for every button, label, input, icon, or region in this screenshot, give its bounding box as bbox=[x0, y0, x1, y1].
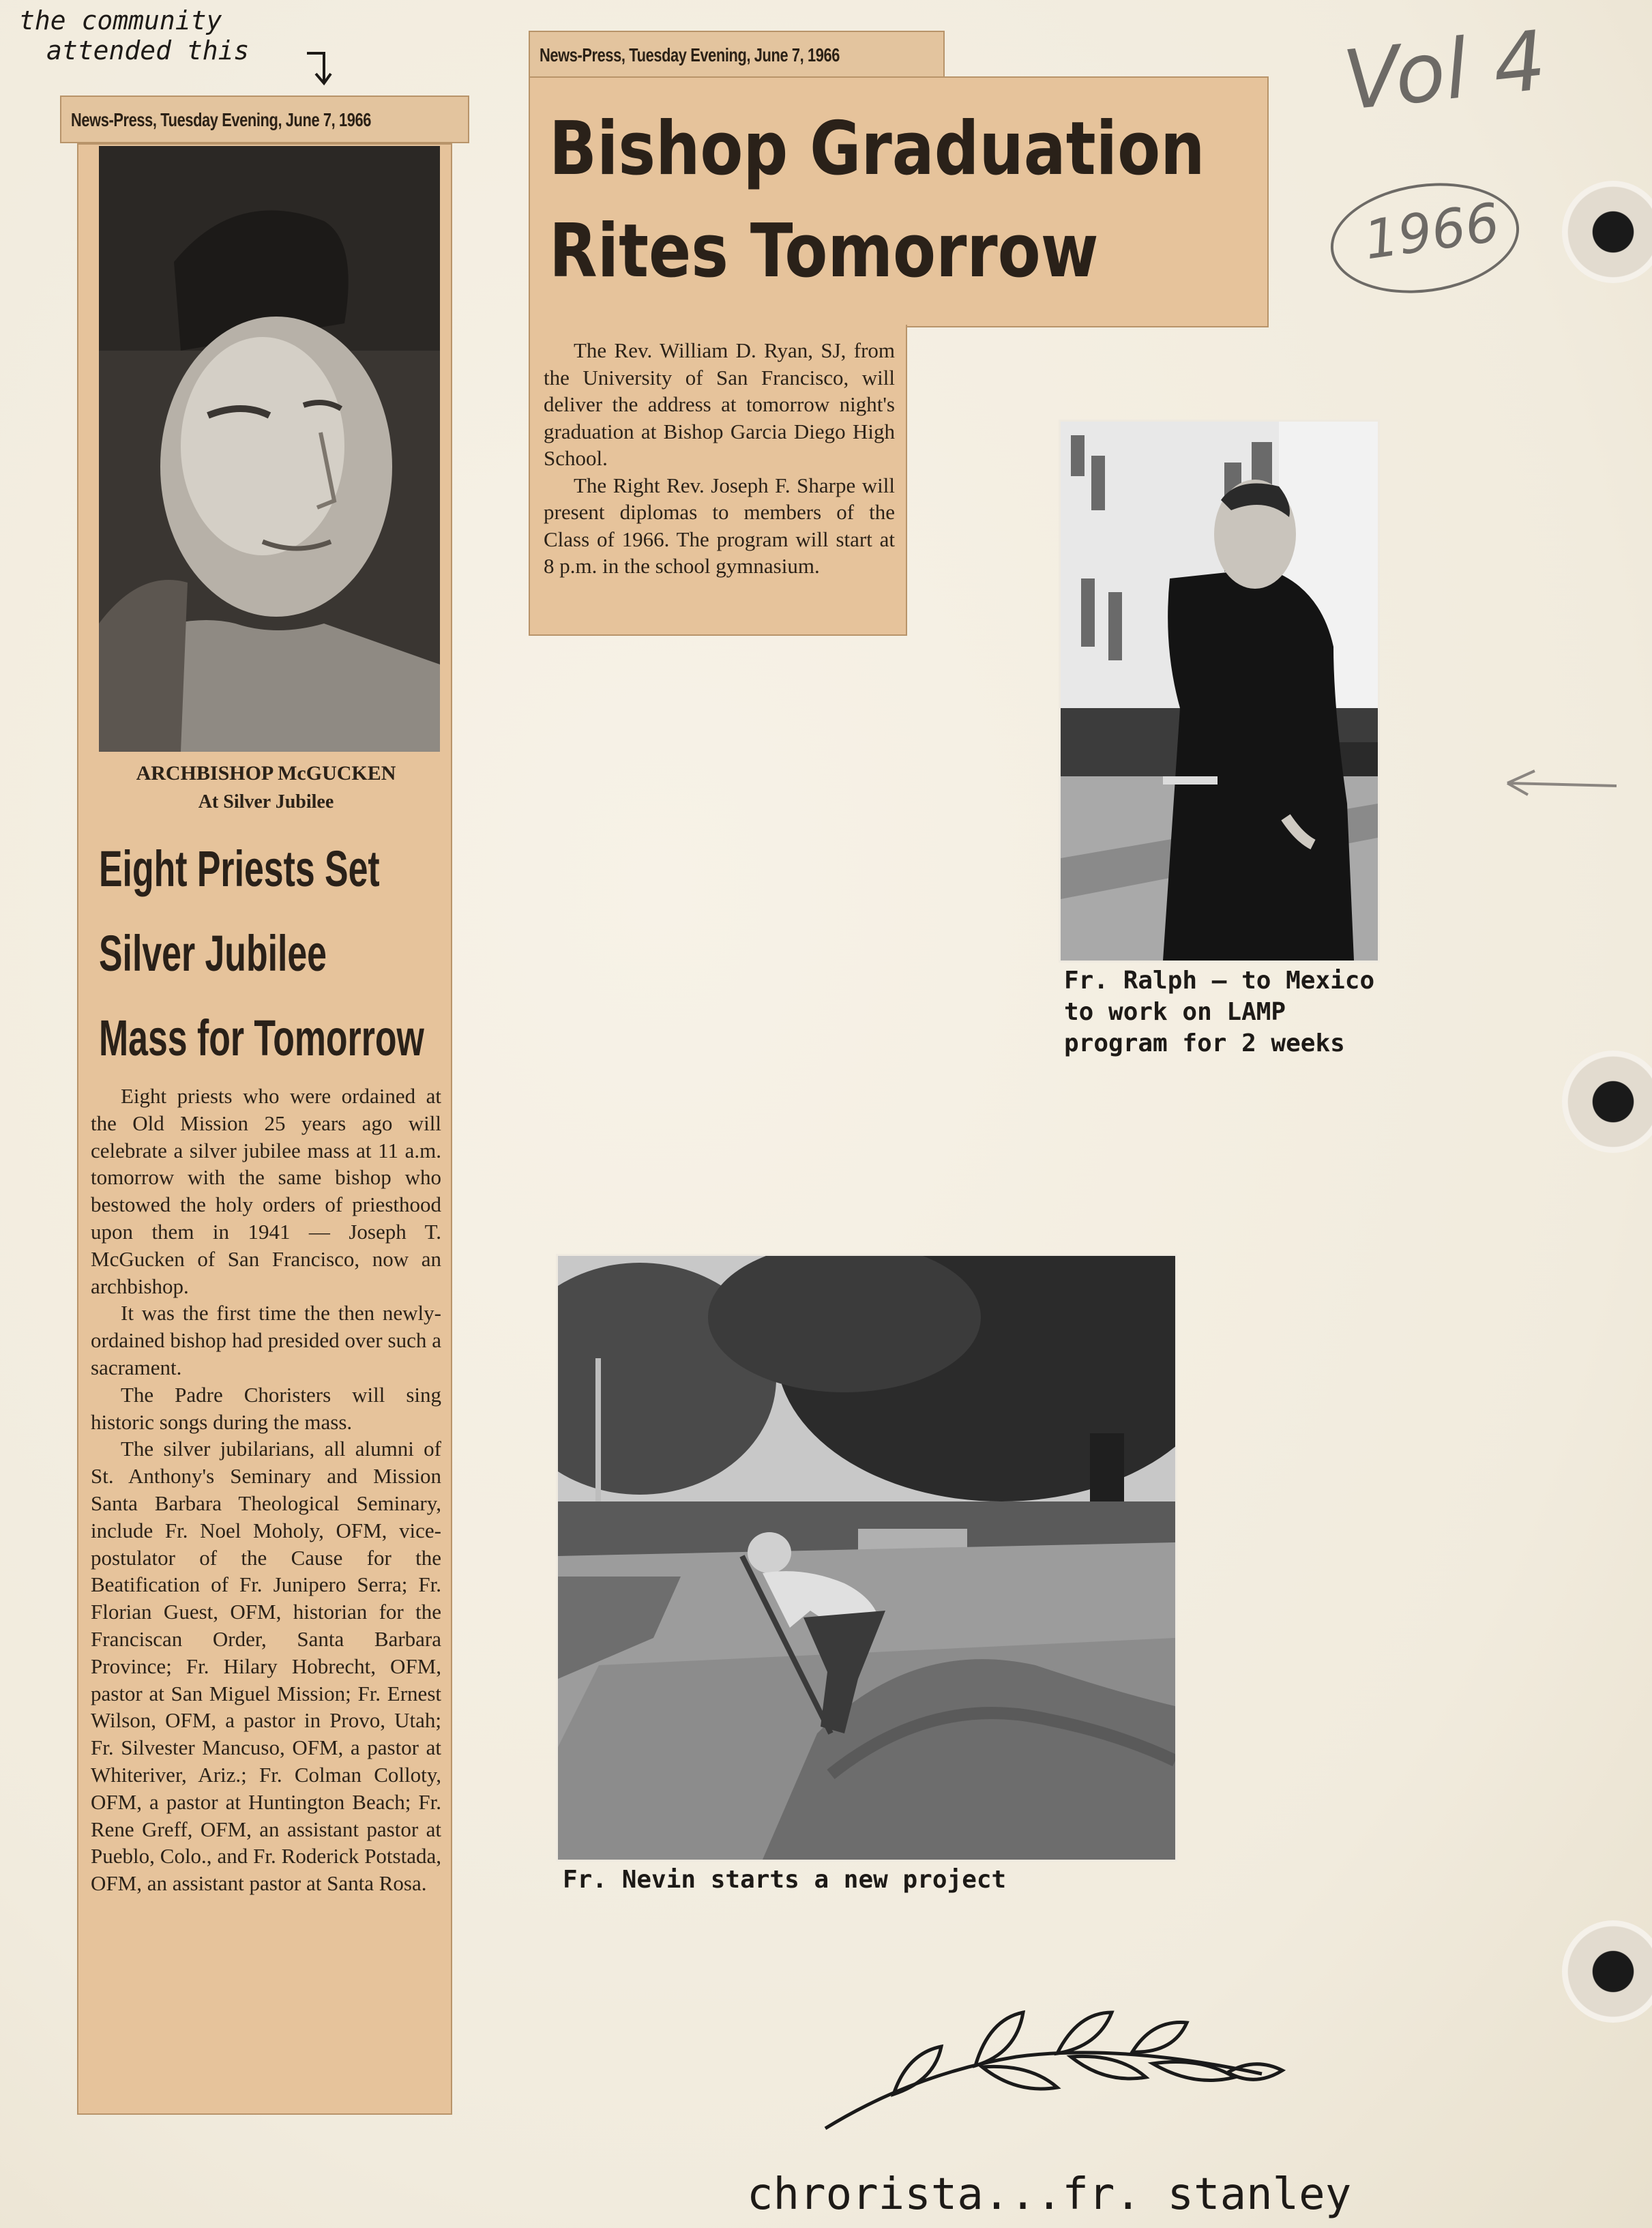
photo-caption-name: ARCHBISHOP McGUCKEN bbox=[136, 762, 396, 785]
note-line-2: attended this bbox=[46, 35, 250, 65]
photo-caption-sub: At Silver Jubilee bbox=[198, 791, 334, 812]
arrow-down-icon bbox=[304, 48, 338, 89]
year-label: 1966 bbox=[1360, 192, 1503, 272]
article-paragraph: It was the first time the then newly-ordained bishop had presided over such a sacrament. bbox=[91, 1301, 441, 1379]
headline-line-2: Silver Jubilee bbox=[99, 925, 327, 982]
clipping-left-dateline-strip bbox=[60, 96, 469, 143]
clipping-right-dateline: News-Press, Tuesday Evening, June 7, 1966 bbox=[540, 44, 840, 65]
volume-label: Vol 4 bbox=[1339, 13, 1550, 130]
clipping-left bbox=[77, 143, 452, 2115]
olive-branch-icon bbox=[812, 1992, 1289, 2142]
archbishop-portrait-photo bbox=[99, 146, 440, 752]
clipping-right-dateline-strip bbox=[529, 31, 945, 78]
headline-line-1: Eight Priests Set bbox=[99, 840, 380, 897]
clipping-left-dateline: News-Press, Tuesday Evening, June 7, 1966 bbox=[71, 109, 372, 130]
clipping-right-article-body bbox=[544, 337, 895, 580]
caption-line-2: to work on LAMP bbox=[1064, 998, 1286, 1026]
fr-nevin-caption: Fr. Nevin starts a new project bbox=[563, 1866, 1007, 1894]
handwritten-note-top-left bbox=[19, 5, 249, 65]
headline-line-1: Bishop Graduation bbox=[549, 106, 1205, 192]
caption-line-1: Fr. Ralph — to Mexico bbox=[1064, 967, 1375, 995]
article-paragraph: The Right Rev. Joseph F. Sharpe will present diplomas to members of the Class of 1966. The program will start at 8 p.m. in the school gymnasium. bbox=[544, 473, 895, 578]
arrow-left-pencil-icon bbox=[1480, 757, 1623, 798]
note-line-1: the community bbox=[19, 5, 222, 35]
clipping-left-article-body bbox=[91, 1083, 441, 1897]
clipping-right-headline-block bbox=[529, 76, 1269, 327]
clipping-right-headline bbox=[549, 98, 1321, 303]
binder-hole-top bbox=[1562, 181, 1652, 283]
clipping-left-headline bbox=[99, 827, 563, 1081]
clipping-right-article bbox=[529, 325, 907, 636]
article-paragraph: The silver jubilarians, all alumni of St. Anthony's Seminary and Mission Santa Barbara Theological Seminary, include Fr. Noel Moholy, OFM, vice-postulator of the Cause for the Beatification of Fr. Junipero Serra; Fr. Florian Guest, OFM, historian for the Franciscan Order, Santa Barbara Province; Fr. Hilary Hobrecht, OFM, pastor at San Miguel Mission; Fr. Ernest Wilson, OFM, a pastor in Provo, Utah; Fr. Silvester Mancuso, OFM, a pastor at Whiteriver, Ariz.; Fr. Colman Colloty, OFM, a pastor at Huntington Beach; Fr. Rene Greff, OFM, an assistant pastor at Pueblo, Colo., and Fr. Roderick Potstada, OFM, an assistant pastor at Santa Rosa. bbox=[91, 1437, 441, 1896]
binder-hole-middle bbox=[1562, 1051, 1652, 1153]
bottom-handwritten-note: chrorista...fr. stanley bbox=[747, 2169, 1352, 2220]
fr-ralph-photo bbox=[1059, 420, 1380, 963]
headline-line-2: Rites Tomorrow bbox=[549, 209, 1099, 294]
article-paragraph: The Rev. William D. Ryan, SJ, from the University of San Francisco, will deliver the address at tomorrow night's graduation at Bishop Garcia Diego High School. bbox=[544, 338, 895, 470]
binder-hole-bottom bbox=[1562, 1920, 1652, 2023]
fr-nevin-photo bbox=[556, 1254, 1177, 1862]
fr-ralph-caption bbox=[1064, 965, 1374, 1059]
headline-line-3: Mass for Tomorrow bbox=[99, 1010, 424, 1066]
article-paragraph: The Padre Choristers will sing historic songs during the mass. bbox=[91, 1382, 441, 1434]
caption-line-3: program for 2 weeks bbox=[1064, 1029, 1345, 1057]
article-paragraph: Eight priests who were ordained at the Old Mission 25 years ago will celebrate a silver jubilee mass at 11 a.m. tomorrow with the same bishop who bestowed the holy orders of priesthood upon them in 1941 — Joseph T. McGucken of San Francisco, now an archbishop. bbox=[91, 1084, 441, 1298]
